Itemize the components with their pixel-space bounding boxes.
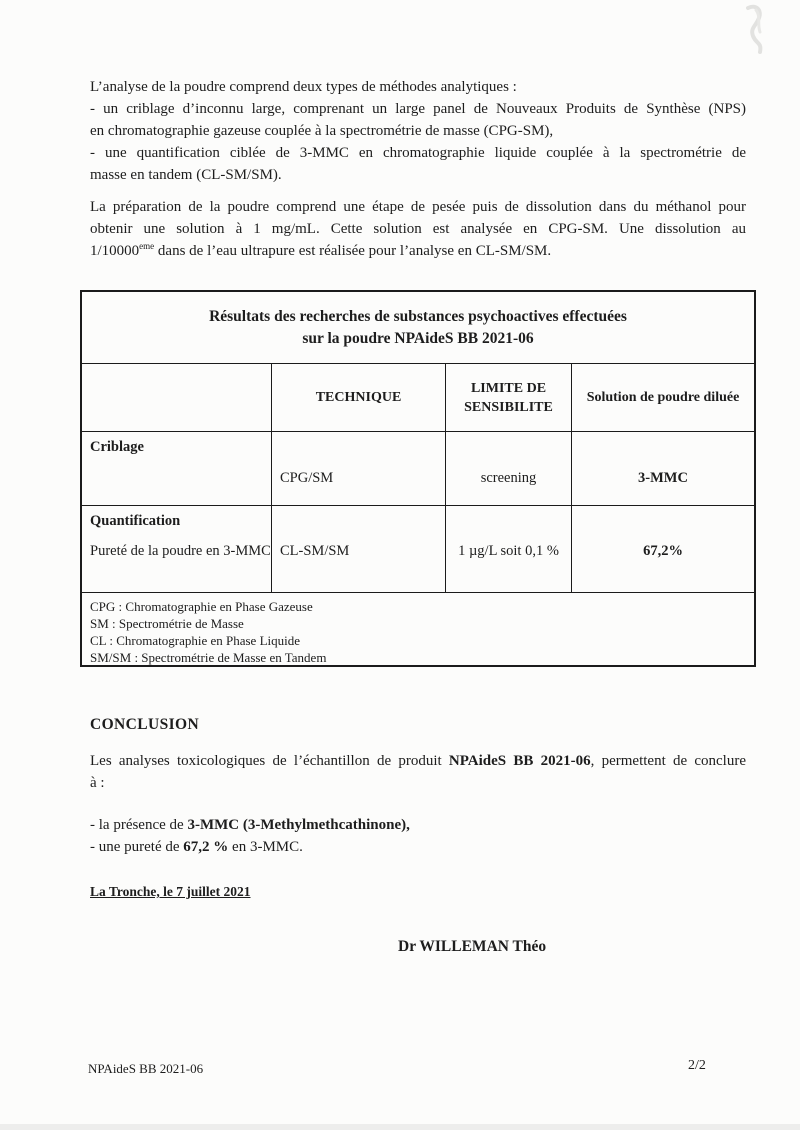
bullet-purete — [90, 836, 746, 858]
quantification-label: Quantification — [90, 513, 181, 529]
quantification-result-value: 67,2% — [643, 543, 683, 559]
header-empty-cell — [82, 364, 272, 431]
intro-p1-line4: - une quantification ciblée de 3-MMC en chromatographie liquide couplée à la spectrométrie de — [90, 145, 746, 161]
quantification-limite-cell — [446, 506, 572, 592]
header-technique — [272, 364, 446, 431]
header-limite-line2: SENSIBILITE — [464, 399, 553, 415]
criblage-limite-cell — [446, 432, 572, 505]
intro-paragraph-1 — [90, 76, 746, 186]
footnote-cpg: CPG : Chromatographie en Phase Gazeuse — [90, 599, 313, 614]
criblage-result-cell — [572, 432, 754, 505]
conclusion-paragraph — [90, 750, 746, 794]
conclusion-line1-text: Les analyses toxicologiques de l’échantillon de produit — [90, 753, 449, 769]
footer-page-number: 2/2 — [688, 1058, 706, 1073]
scan-artifact-smudge — [726, 2, 778, 62]
conclusion-line1-end: , permettent de conclure — [590, 753, 746, 769]
bullet-presence — [90, 814, 746, 836]
header-solution-label: Solution de poudre diluée — [586, 390, 740, 405]
footnote-sm: SM : Spectrométrie de Masse — [90, 616, 244, 631]
conclusion-line1 — [90, 750, 746, 772]
table-title-line2: sur la poudre NPAideS BB 2021-06 — [302, 329, 534, 347]
quantification-technique-cell — [272, 506, 446, 592]
intro-p2-line2: obtenir une solution à 1 mg/mL. Cette solution est analysée en CPG-SM. Une dissolution au — [90, 221, 746, 237]
table-row-criblage — [82, 432, 754, 506]
criblage-result-value: 3-MMC — [638, 470, 688, 486]
intro-p1-line3: en chromatographie gazeuse couplée à la spectrométrie de masse (CPG-SM), — [90, 123, 554, 139]
signature-name: Dr WILLEMAN Théo — [398, 938, 547, 955]
intro-p2-line3-rest: dans de l’eau ultrapure est réalisée pour l’analyse en CL-SM/SM. — [154, 243, 552, 259]
bullet-presence-text: - la présence de — [90, 817, 188, 833]
table-title-line1: Résultats des recherches de substances psychoactives effectuées — [209, 307, 627, 325]
conclusion-bullets — [90, 814, 746, 858]
conclusion-heading: CONCLUSION — [90, 716, 200, 733]
sample-id-bold: NPAideS BB 2021-06 — [448, 753, 591, 769]
table-title — [82, 292, 754, 364]
intro-p1-line2: - un criblage d’inconnu large, comprenant un large panel de Nouveaux Produits de Synthèse (NPS) — [90, 101, 746, 117]
criblage-technique-value: CPG/SM — [280, 470, 334, 486]
criblage-label: Criblage — [90, 439, 144, 455]
header-solution-diluee — [572, 364, 754, 431]
conclusion-line2: à : — [90, 775, 105, 791]
bullet-purete-end: en 3-MMC. — [228, 839, 303, 855]
criblage-technique-cell — [272, 432, 446, 505]
quantification-limite-value: 1 µg/L soit 0,1 % — [458, 543, 559, 559]
header-technique-label: TECHNIQUE — [315, 390, 402, 405]
date-place-line: La Tronche, le 7 juillet 2021 — [90, 884, 251, 899]
bullet-purete-bold: 67,2 % — [183, 839, 229, 855]
intro-p1-line1: L’analyse de la poudre comprend deux types de méthodes analytiques : — [90, 79, 517, 95]
table-footnotes — [82, 593, 754, 666]
quantification-technique-value: CL-SM/SM — [280, 543, 350, 559]
intro-paragraph-2 — [90, 196, 746, 262]
table-row-quantification — [82, 506, 754, 593]
intro-p2-line3 — [90, 240, 746, 262]
quantification-result-cell — [572, 506, 754, 592]
dilution-superscript: eme — [139, 241, 155, 251]
criblage-limite-value: screening — [480, 470, 537, 486]
criblage-label-cell — [82, 432, 272, 505]
table-header-row — [82, 364, 754, 432]
intro-p1-line5: masse en tandem (CL-SM/SM). — [90, 167, 282, 183]
footnote-cl: CL : Chromatographie en Phase Liquide — [90, 633, 300, 648]
footer-sample-id: NPAideS BB 2021-06 — [88, 1061, 204, 1076]
dilution-ratio: 1/10000 — [90, 243, 140, 259]
bullet-presence-bold: 3-MMC (3-Methylmethcathinone), — [187, 817, 410, 833]
header-limite-sensibilite — [446, 364, 572, 431]
intro-p2-line1: La préparation de la poudre comprend une étape de pesée puis de dissolution dans du méthanol pour — [90, 199, 746, 215]
results-table — [80, 290, 756, 667]
bullet-purete-text: - une pureté de — [90, 839, 184, 855]
footnote-smsm: SM/SM : Spectrométrie de Masse en Tandem — [90, 650, 327, 665]
header-limite-line1: LIMITE DE — [470, 380, 547, 396]
quantification-label-cell — [82, 506, 272, 592]
quantification-sublabel: Pureté de la poudre en 3-MMC — [90, 543, 271, 559]
